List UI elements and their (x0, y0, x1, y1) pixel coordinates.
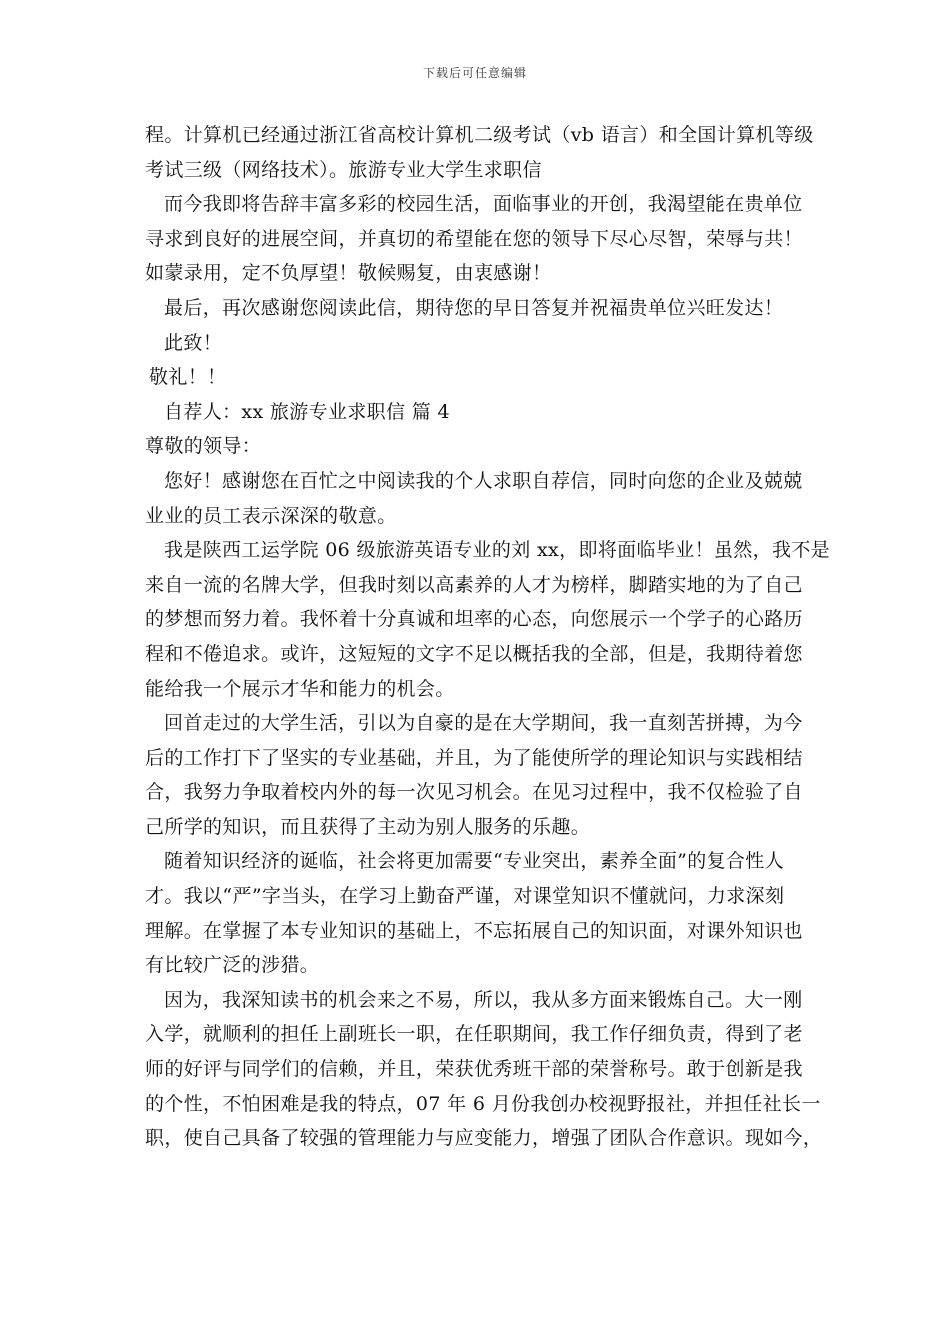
text-line: 如蒙录用，定不负厚望！敬候赐复，由衷感谢！ (145, 262, 552, 285)
text-line: 有比较广泛的涉猎。 (145, 954, 320, 977)
text-line: 此致！ (164, 331, 223, 354)
text-line: 程。计算机已经通过浙江省高校计算机二级考试（vb 语言）和全国计算机等级 (145, 124, 814, 146)
text-line: 能给我一个展示才华和能力的机会。 (145, 677, 455, 700)
page-header: 下载后可任意编辑 (422, 66, 527, 80)
text-line: 程和不倦追求。或许，这短短的文字不足以概括我的全部，但是，我期待着您 (145, 642, 803, 665)
document-body (145, 118, 831, 1156)
text-line: 您好！感谢您在百忙之中阅读我的个人求职自荐信，同时向您的企业及兢兢 (164, 469, 803, 492)
text-line: 师的好评与同学们的信赖，并且，荣获优秀班干部的荣誉称号。敢于创新是我 (145, 1058, 803, 1081)
text-line: 尊敬的领导： (145, 435, 262, 458)
text-line: 而今我即将告辞丰富多彩的校园生活，面临事业的开创，我渴望能在贵单位 (164, 193, 803, 216)
text-line: 才。我以“严”字当头，在学习上勤奋严谨，对课堂知识不懂就问，力求深刻 (145, 885, 785, 908)
text-line: 入学，就顺利的担任上副班长一职，在任职期间，我工作仔细负责，得到了老 (145, 1023, 803, 1046)
text-line: 最后，再次感谢您阅读此信，期待您的早日答复并祝福贵单位兴旺发达！ (164, 296, 784, 319)
text-line: 寻求到良好的进展空间，并真切的希望能在您的领导下尽心尽智，荣辱与共！ (145, 227, 803, 250)
text-line: 自荐人：xx 旅游专业求职信 篇 4 (164, 400, 450, 423)
text-line: 理解。在掌握了本专业知识的基础上，不忘拓展自己的知识面，对课外知识也 (145, 919, 803, 942)
text-line: 我是陕西工运学院 06 级旅游英语专业的刘 xx，即将面临毕业！虽然，我不是 (164, 539, 831, 562)
text-line: 回首走过的大学生活，引以为自豪的是在大学期间，我一直刻苦拼搏，为今 (164, 712, 803, 735)
text-line: 职，使自己具备了较强的管理能力与应变能力，增强了团队合作意识。现如今， (145, 1127, 823, 1150)
text-line: 随着知识经济的诞临，社会将更加需要“专业突出，素养全面”的复合性人 (164, 850, 784, 873)
text-line: 己所学的知识，而且获得了主动为别人服务的乐趣。 (145, 815, 591, 838)
text-line: 考试三级（网络技术）。旅游专业大学生求职信 (145, 158, 542, 181)
text-line: 后的工作打下了坚实的专业基础，并且，为了能使所学的理论知识与实践相结 (145, 746, 803, 769)
text-line: 来自一流的名牌大学，但我时刻以高素养的人才为榜样，脚踏实地的为了自己 (145, 573, 803, 596)
text-line: 敬礼！！ (149, 366, 227, 389)
text-line: 合，我努力争取着校内外的每一次见习机会。在见习过程中，我不仅检验了自 (145, 781, 803, 804)
text-line: 的个性，不怕困难是我的特点，07 年 6 月份我创办校视野报社，并担任社长一 (145, 1092, 821, 1115)
text-line: 因为，我深知读书的机会来之不易，所以，我从多方面来锻炼自己。大一刚 (164, 988, 803, 1011)
text-line: 业业的员工表示深深的敬意。 (145, 504, 397, 527)
text-line: 的梦想而努力着。我怀着十分真诚和坦率的心态，向您展示一个学子的心路历 (145, 608, 803, 631)
